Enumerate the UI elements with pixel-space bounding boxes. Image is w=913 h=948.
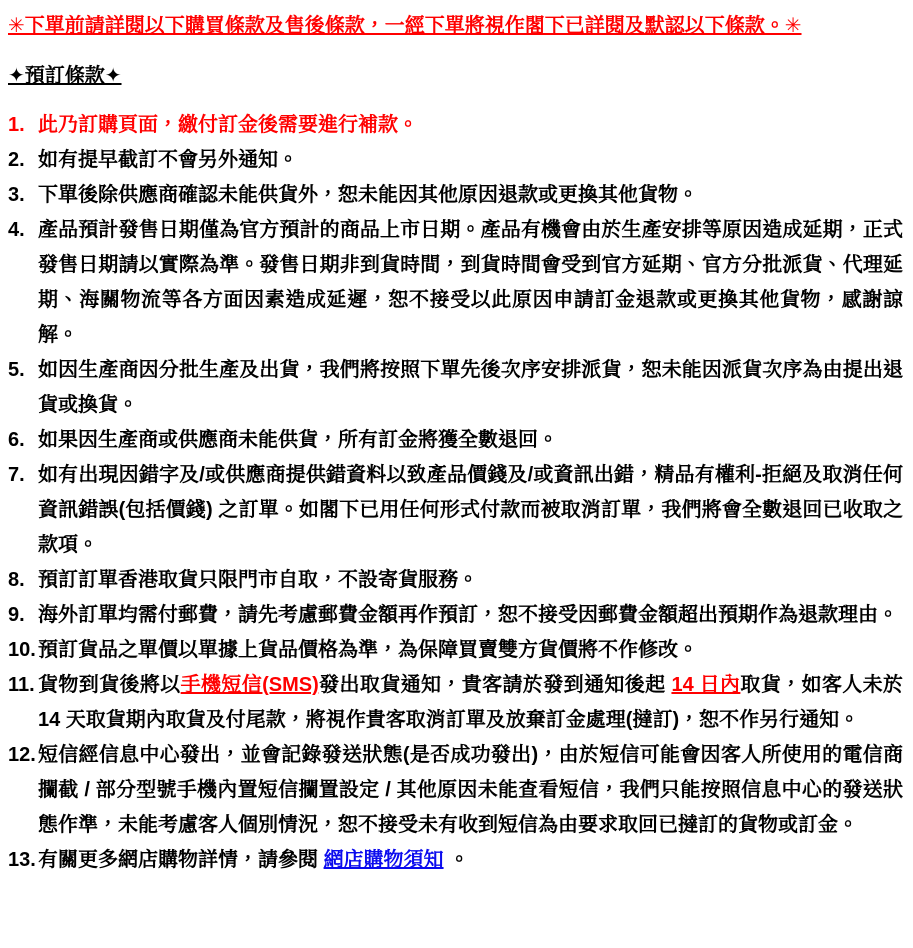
term-text — [38, 598, 905, 633]
term-segment: 下單後除供應商確認未能供貨外，恕未能因其他原因退款或更換其他貨物。 — [38, 184, 698, 206]
term-segment: 。 — [443, 849, 470, 871]
term-number: 5. — [8, 359, 25, 381]
term-segment: 海外訂單均需付郵費，請先考慮郵費金額再作預訂，恕不接受因郵費金額超出預期作為退款理由。 — [38, 604, 898, 626]
term-number: 12. — [8, 744, 36, 766]
term-segment: 如因生產商因分批生產及出貨，我們將按照下單先後次序安排派貨，恕未能因派貨次序為由提出退貨或換貨。 — [38, 359, 903, 416]
term-text — [38, 738, 905, 843]
term-segment: 有關更多網店購物詳情，請參閱 — [38, 849, 324, 871]
shopping-guide-link[interactable]: 網店購物須知 — [323, 849, 444, 871]
highlighted-term-text: 手機短信(SMS) — [180, 674, 319, 696]
term-text — [38, 633, 905, 668]
term-number: 11. — [8, 674, 35, 696]
highlighted-term-text: 14 日內 — [671, 674, 741, 696]
term-segment: 貨物到貨後將以 — [38, 674, 181, 696]
term-segment: 此乃訂購頁面，繳付訂金後需要進行補款。 — [38, 114, 418, 136]
term-text — [38, 423, 905, 458]
term-text — [38, 668, 905, 738]
term-number: 9. — [8, 604, 25, 626]
term-item-1 — [8, 108, 905, 143]
term-item-3 — [8, 178, 905, 213]
term-item-8 — [8, 563, 905, 598]
term-item-13 — [8, 843, 905, 878]
term-text — [38, 843, 905, 878]
term-number: 1. — [8, 114, 25, 136]
term-item-6 — [8, 423, 905, 458]
term-segment: 產品預計發售日期僅為官方預計的商品上市日期。產品有機會由於生產安排等原因造成延期，正式發售日期請以實際為準。發售日期非到貨時間，到貨時間會受到官方延期、官方分批派貨、代理延期、海關物流等各方面因素造成延遲，恕不接受以此原因申請訂金退款或更換其他貨物，感謝諒解。 — [38, 219, 903, 346]
term-text — [38, 353, 905, 423]
term-number: 4. — [8, 219, 25, 241]
term-number: 8. — [8, 569, 25, 591]
term-number: 2. — [8, 149, 25, 171]
term-item-7 — [8, 458, 905, 563]
term-segment: 取貨，如客人未於 14 天取貨期內取貨及付尾款，將視作貴客取消訂單及放棄訂金處理(撻訂)，恕不作另行通知。 — [38, 674, 904, 731]
term-number: 7. — [8, 464, 25, 486]
term-item-4 — [8, 213, 905, 353]
term-segment: 短信經信息中心發出，並會記錄發送狀態(是否成功發出)，由於短信可能會因客人所使用的電信商攔截 / 部分型號手機內置短信攔置設定 / 其他原因未能查看短信，我們只能按照信息中心的發送狀態作準，未能考慮客人個別情況，恕不接受未有收到短信為由要求取回已撻訂的貨物或訂金。 — [38, 744, 903, 836]
terms-list — [8, 108, 905, 878]
term-text — [38, 108, 905, 143]
section-heading-preorder-terms: ✦預訂條款✦ — [8, 65, 122, 87]
term-item-5 — [8, 353, 905, 423]
term-number: 6. — [8, 429, 25, 451]
term-item-11 — [8, 668, 905, 738]
term-text — [38, 458, 905, 563]
term-number: 10. — [8, 639, 36, 661]
term-text — [38, 178, 905, 213]
page-title: ✳下單前請詳閱以下購買條款及售後條款，一經下單將視作閣下已詳閱及默認以下條款。✳ — [8, 15, 802, 37]
term-segment: 如有提早截訂不會另外通知。 — [38, 149, 298, 171]
term-segment: 發出取貨通知，貴客請於發到通知後起 — [318, 674, 672, 696]
term-text — [38, 213, 905, 353]
term-number: 3. — [8, 184, 25, 206]
term-segment: 預訂貨品之單價以單據上貨品價格為準，為保障買賣雙方貨價將不作修改。 — [38, 639, 698, 661]
term-item-10 — [8, 633, 905, 668]
term-segment: 如果因生產商或供應商未能供貨，所有訂金將獲全數退回。 — [38, 429, 558, 451]
term-segment: 如有出現因錯字及/或供應商提供錯資料以致產品價錢及/或資訊出錯，精品有權利-拒絕及取消任何資訊錯誤(包括價錢) 之訂單。如閣下已用任何形式付款而被取消訂單，我們將會全數退回已收取之款項。 — [38, 464, 903, 556]
term-text — [38, 143, 905, 178]
term-number: 13. — [8, 849, 36, 871]
term-item-2 — [8, 143, 905, 178]
term-text — [38, 563, 905, 598]
term-item-9 — [8, 598, 905, 633]
term-segment: 預訂訂單香港取貨只限門市自取，不設寄貨服務。 — [38, 569, 478, 591]
term-item-12 — [8, 738, 905, 843]
